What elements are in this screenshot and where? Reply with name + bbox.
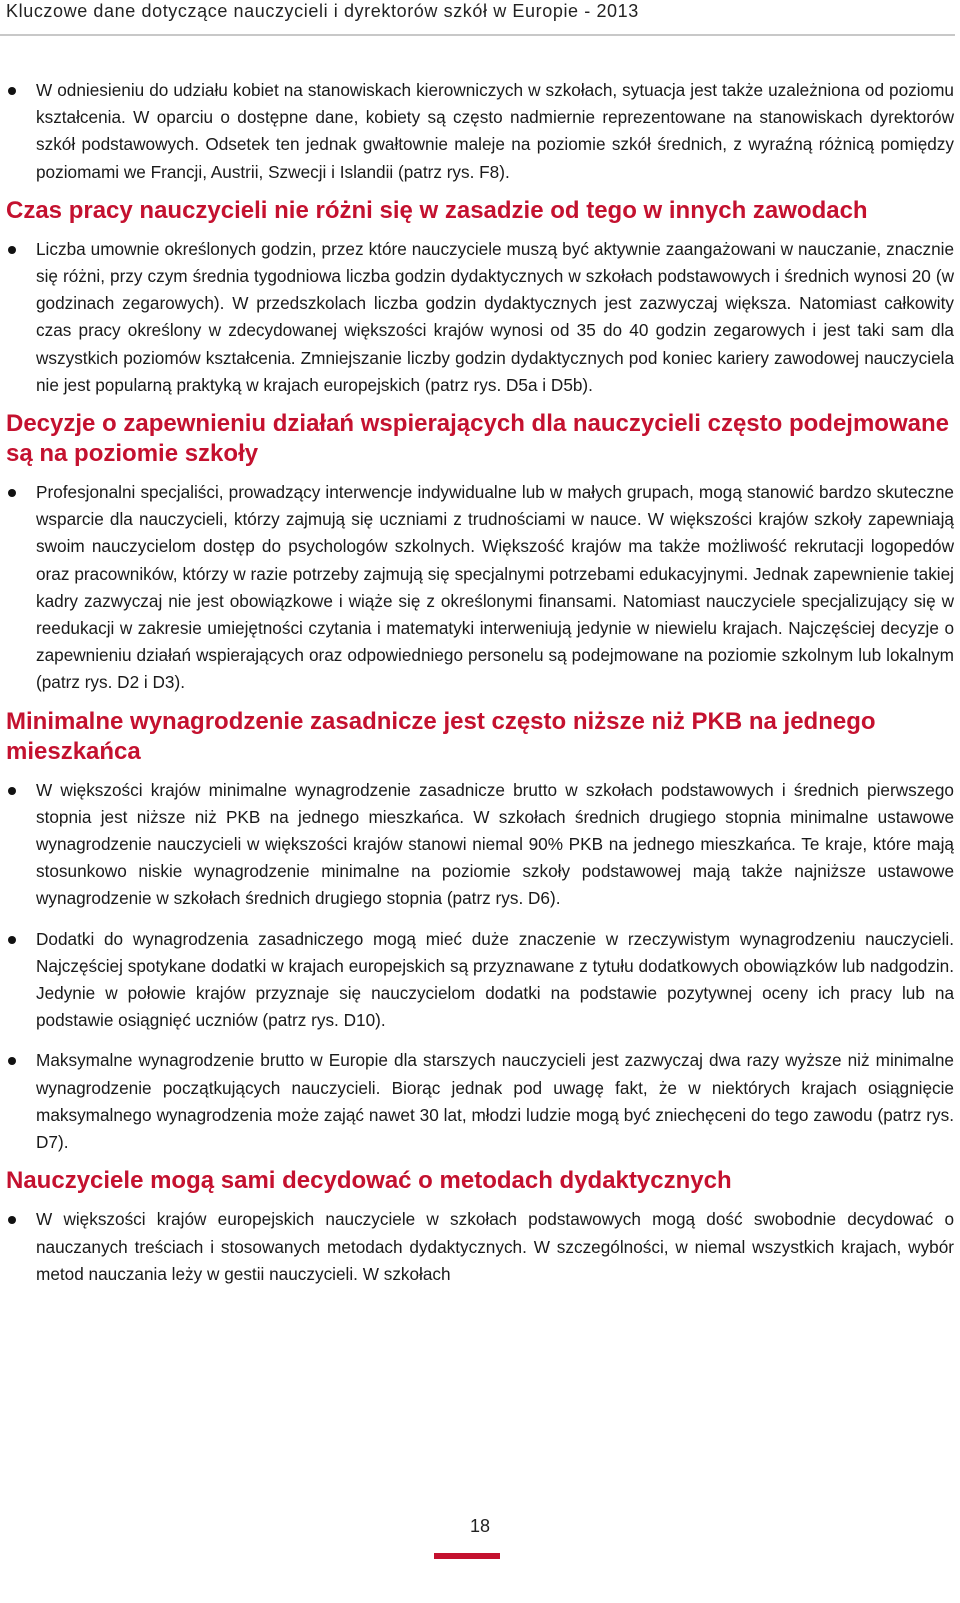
header-divider — [0, 34, 955, 36]
paragraph-text: W większości krajów europejskich nauczyciele w szkołach podstawowych mogą dość swobodnie decydować o nauczanych treściach i stosowanych metodach dydaktycznych. W szczególności, w niemal wszystkich krajach, wybór metod nauczania leży w gestii nauczycieli. W szkołach — [36, 1209, 954, 1284]
section-heading: Minimalne wynagrodzenie zasadnicze jest często niższe niż PKB na jednego mieszkańca — [6, 707, 876, 765]
bullet-item — [6, 777, 954, 913]
page-number: 18 — [469, 1516, 491, 1536]
bullet-item — [6, 236, 954, 399]
paragraph-text: Profesjonalni specjaliści, prowadzący interwencje indywidualne lub w małych grupach, mogą stanowić bardzo skuteczne wsparcie dla nauczycieli, którzy zajmują się uczniami z trudnościami w nauce. W większości krajów szkoły zapewniają swoim nauczycielom dostęp do psychologów szkolnych. Większość krajów ma także możliwość rekrutacji logopedów oraz pracowników, którzy w razie potrzeby zajmują się specjalnymi potrzebami edukacyjnymi. Jednak zapewnienie takiej kadry zazwyczaj nie jest obowiązkowe i wiąże się z określonymi finansami. Natomiast nauczyciele specjalizujący się w reedukacji w zakresie umiejętności czytania i matematyki interweniują jedynie w niewielu krajach. Najczęściej decyzje o zapewnieniu działań wspierających oraz odpowiedniego personelu są podejmowane na poziomie szkolnym lub lokalnym (patrz rys. D2 i D3). — [36, 482, 954, 693]
bullet-item — [6, 479, 954, 697]
footer-accent-bar — [434, 1553, 500, 1559]
running-header: Kluczowe dane dotyczące nauczycieli i dyrektorów szkół w Europie - 2013 — [6, 1, 639, 21]
bullet-icon — [8, 87, 16, 95]
paragraph-text: Liczba umownie określonych godzin, przez które nauczyciele muszą być aktywnie zaangażowani w nauczanie, znacznie się różni, przy czym średnia tygodniowa liczba godzin dydaktycznych w szkołach podstawowych i średnich wynosi 20 (w godzinach zegarowych). W przedszkolach liczba godzin dydaktycznych jest zazwyczaj większa. Natomiast całkowity czas pracy określony w zdecydowanej większości krajów wynosi od 35 do 40 godzin zegarowych i jest taki sam dla wszystkich poziomów kształcenia. Zmniejszanie liczby godzin dydaktycznych pod koniec kariery zawodowej nauczyciela nie jest popularną praktyką w krajach europejskich (patrz rys. D5a i D5b). — [36, 238, 954, 395]
section-heading: Decyzje o zapewnieniu działań wspierających dla nauczycieli często podejmowane są na poziomie szkoły — [6, 410, 949, 468]
bullet-item — [6, 1047, 954, 1156]
paragraph-text: W większości krajów minimalne wynagrodzenie zasadnicze brutto w szkołach podstawowych i średnich pierwszego stopnia jest niższe niż PKB na jednego mieszkańca. W szkołach średnich drugiego stopnia minimalne ustawowe wynagrodzenie nauczycieli w większości krajów stanowi niemal 90% PKB na jednego mieszkańca. Te kraje, które mają stosunkowo niskie wynagrodzenie minimalne na poziomie szkoły podstawowej mają także najniższe ustawowe wynagrodzenie w szkołach średnich drugiego stopnia (patrz rys. D6). — [36, 779, 954, 909]
paragraph-text: Maksymalne wynagrodzenie brutto w Europie dla starszych nauczycieli jest zazwyczaj dwa razy wyższe niż minimalne wynagrodzenie początkujących nauczycieli. Biorąc jednak pod uwagę fakt, że w niektórych krajach osiągnięcie maksymalnego wynagrodzenia może zająć nawet 30 lat, młodzi ludzie mogą być zniechęceni do tego zawodu (patrz rys. D7). — [36, 1050, 954, 1153]
paragraph-text: Dodatki do wynagrodzenia zasadniczego mogą mieć duże znaczenie w rzeczywistym wynagrodzeniu nauczycieli. Najczęściej spotykane dodatki w krajach europejskich są przyznawane z tytułu dodatkowych obowiązków lub nadgodzin. Jedynie w połowie krajów przyznaje się nauczycielom dodatki na podstawie pozytywnej oceny ich pracy lub na podstawie osiągnięć uczniów (patrz rys. D10). — [36, 928, 954, 1031]
section — [6, 707, 954, 1157]
bullet-icon — [8, 787, 16, 795]
section-heading: Nauczyciele mogą sami decydować o metodach dydaktycznych — [6, 1167, 732, 1195]
section — [6, 196, 954, 399]
section — [6, 1166, 954, 1288]
section-heading: Czas pracy nauczycieli nie różni się w zasadzie od tego w innych zawodach — [6, 196, 868, 224]
bullet-item — [6, 77, 954, 186]
bullet-icon — [8, 246, 16, 254]
section — [6, 409, 954, 697]
paragraph-text: W odniesieniu do udziału kobiet na stanowiskach kierowniczych w szkołach, sytuacja jest także uzależniona od poziomu kształcenia. W oparciu o dostępne dane, kobiety są często nadmiernie reprezentowane na stanowiskach dyrektorów szkół podstawowych. Odsetek ten jednak gwałtownie maleje na poziomie szkół średnich, z wyraźną różnicą pomiędzy poziomami we Francji, Austrii, Szwecji i Islandii (patrz rys. F8). — [36, 80, 954, 182]
bullet-item — [6, 1206, 954, 1288]
bullet-icon — [8, 1057, 16, 1065]
bullet-icon — [8, 489, 16, 497]
document-body — [6, 77, 954, 1288]
bullet-item — [6, 926, 954, 1035]
section — [6, 77, 954, 186]
bullet-icon — [8, 936, 16, 944]
bullet-icon — [8, 1216, 16, 1224]
